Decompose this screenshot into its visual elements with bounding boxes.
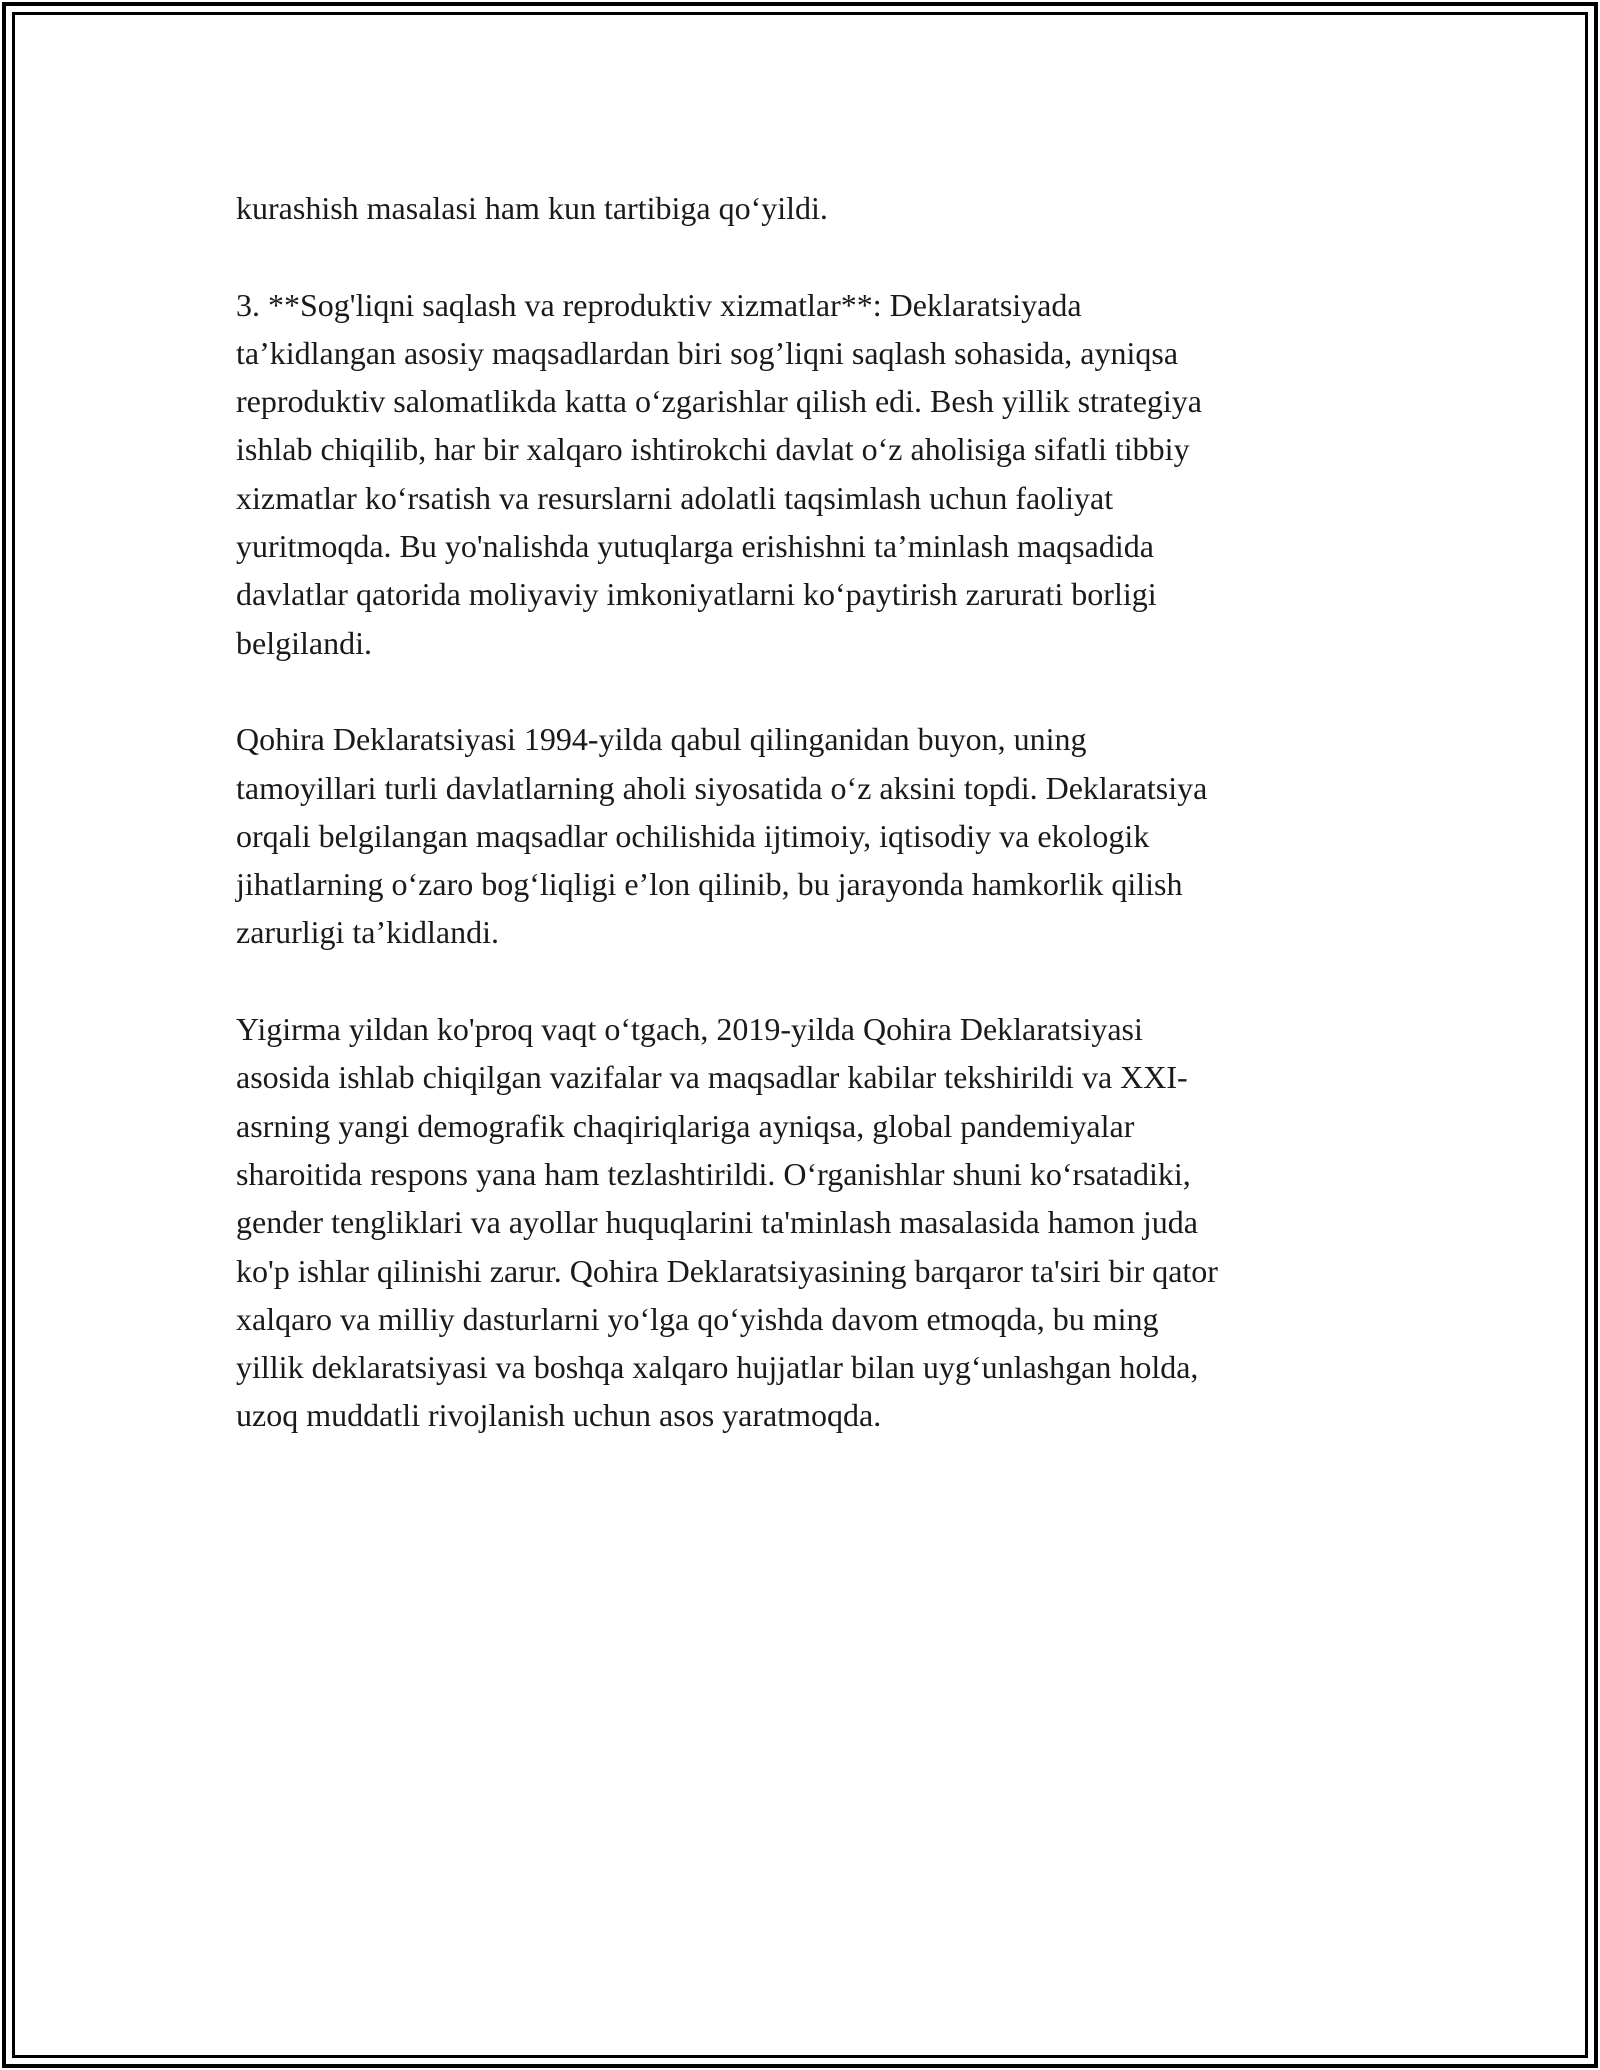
- text-line: davlatlar qatorida moliyaviy imkoniyatlarni ko‘paytirish zarurati borligi: [236, 576, 1157, 613]
- text-line: asrning yangi demografik chaqiriqlariga ayniqsa, global pandemiyalar: [236, 1107, 1135, 1144]
- text-line: tamoyillari turli davlatlarning aholi siyosatida o‘z aksini topdi. Deklaratsiya: [236, 769, 1208, 806]
- paragraph-3: [236, 715, 1366, 956]
- text-line: reproduktiv salomatlikda katta o‘zgarishlar qilish edi. Besh yillik strategiya: [236, 383, 1202, 420]
- text-line: jihatlarning o‘zaro bog‘liqligi e’lon qilinib, bu jarayonda hamkorlik qilish: [236, 866, 1183, 903]
- text-line: zarurligi ta’kidlandi.: [236, 914, 500, 951]
- text-line: yillik deklaratsiyasi va boshqa xalqaro hujjatlar bilan uyg‘unlashgan holda,: [236, 1349, 1199, 1386]
- paragraph-4: [236, 1005, 1366, 1440]
- paragraph-2: [236, 281, 1366, 667]
- document-body: [236, 184, 1366, 1488]
- text-line: ko'p ishlar qilinishi zarur. Qohira Deklaratsiyasining barqaror ta'siri bir qator: [236, 1252, 1218, 1289]
- text-line: Yigirma yildan ko'proq vaqt o‘tgach, 2019-yilda Qohira Deklaratsiyasi: [236, 1011, 1143, 1048]
- text-line: asosida ishlab chiqilgan vazifalar va maqsadlar kabilar tekshirildi va XXI-: [236, 1059, 1188, 1096]
- text-line: sharoitida respons yana ham tezlashtirildi. O‘rganishlar shuni ko‘rsatadiki,: [236, 1155, 1191, 1192]
- text-line: ishlab chiqilib, har bir xalqaro ishtirokchi davlat o‘z aholisiga sifatli tibbiy: [236, 431, 1190, 468]
- text-line: gender tengliklari va ayollar huquqlarini ta'minlash masalasida hamon juda: [236, 1204, 1198, 1241]
- text-line: ta’kidlangan asosiy maqsadlardan biri sog’liqni saqlash sohasida, ayniqsa: [236, 334, 1179, 371]
- text-line: kurashish masalasi ham kun tartibiga qo‘yildi.: [236, 190, 828, 226]
- text-line: 3. **Sog'liqni saqlash va reproduktiv xizmatlar**: Deklaratsiyada: [236, 286, 1082, 323]
- text-line: Qohira Deklaratsiyasi 1994-yilda qabul qilinganidan buyon, uning: [236, 721, 1087, 758]
- text-line: yuritmoqda. Bu yo'nalishda yutuqlarga erishishni ta’minlash maqsadida: [236, 528, 1154, 565]
- paragraph-1: [236, 184, 1366, 232]
- text-line: belgilandi.: [236, 624, 372, 661]
- text-line: orqali belgilangan maqsadlar ochilishida ijtimoiy, iqtisodiy va ekologik: [236, 817, 1150, 854]
- text-line: xizmatlar ko‘rsatish va resurslarni adolatli taqsimlash uchun faoliyat: [236, 479, 1114, 516]
- text-line: xalqaro va milliy dasturlarni yo‘lga qo‘yishda davom etmoqda, bu ming: [236, 1300, 1159, 1337]
- text-line: uzoq muddatli rivojlanish uchun asos yaratmoqda.: [236, 1397, 882, 1434]
